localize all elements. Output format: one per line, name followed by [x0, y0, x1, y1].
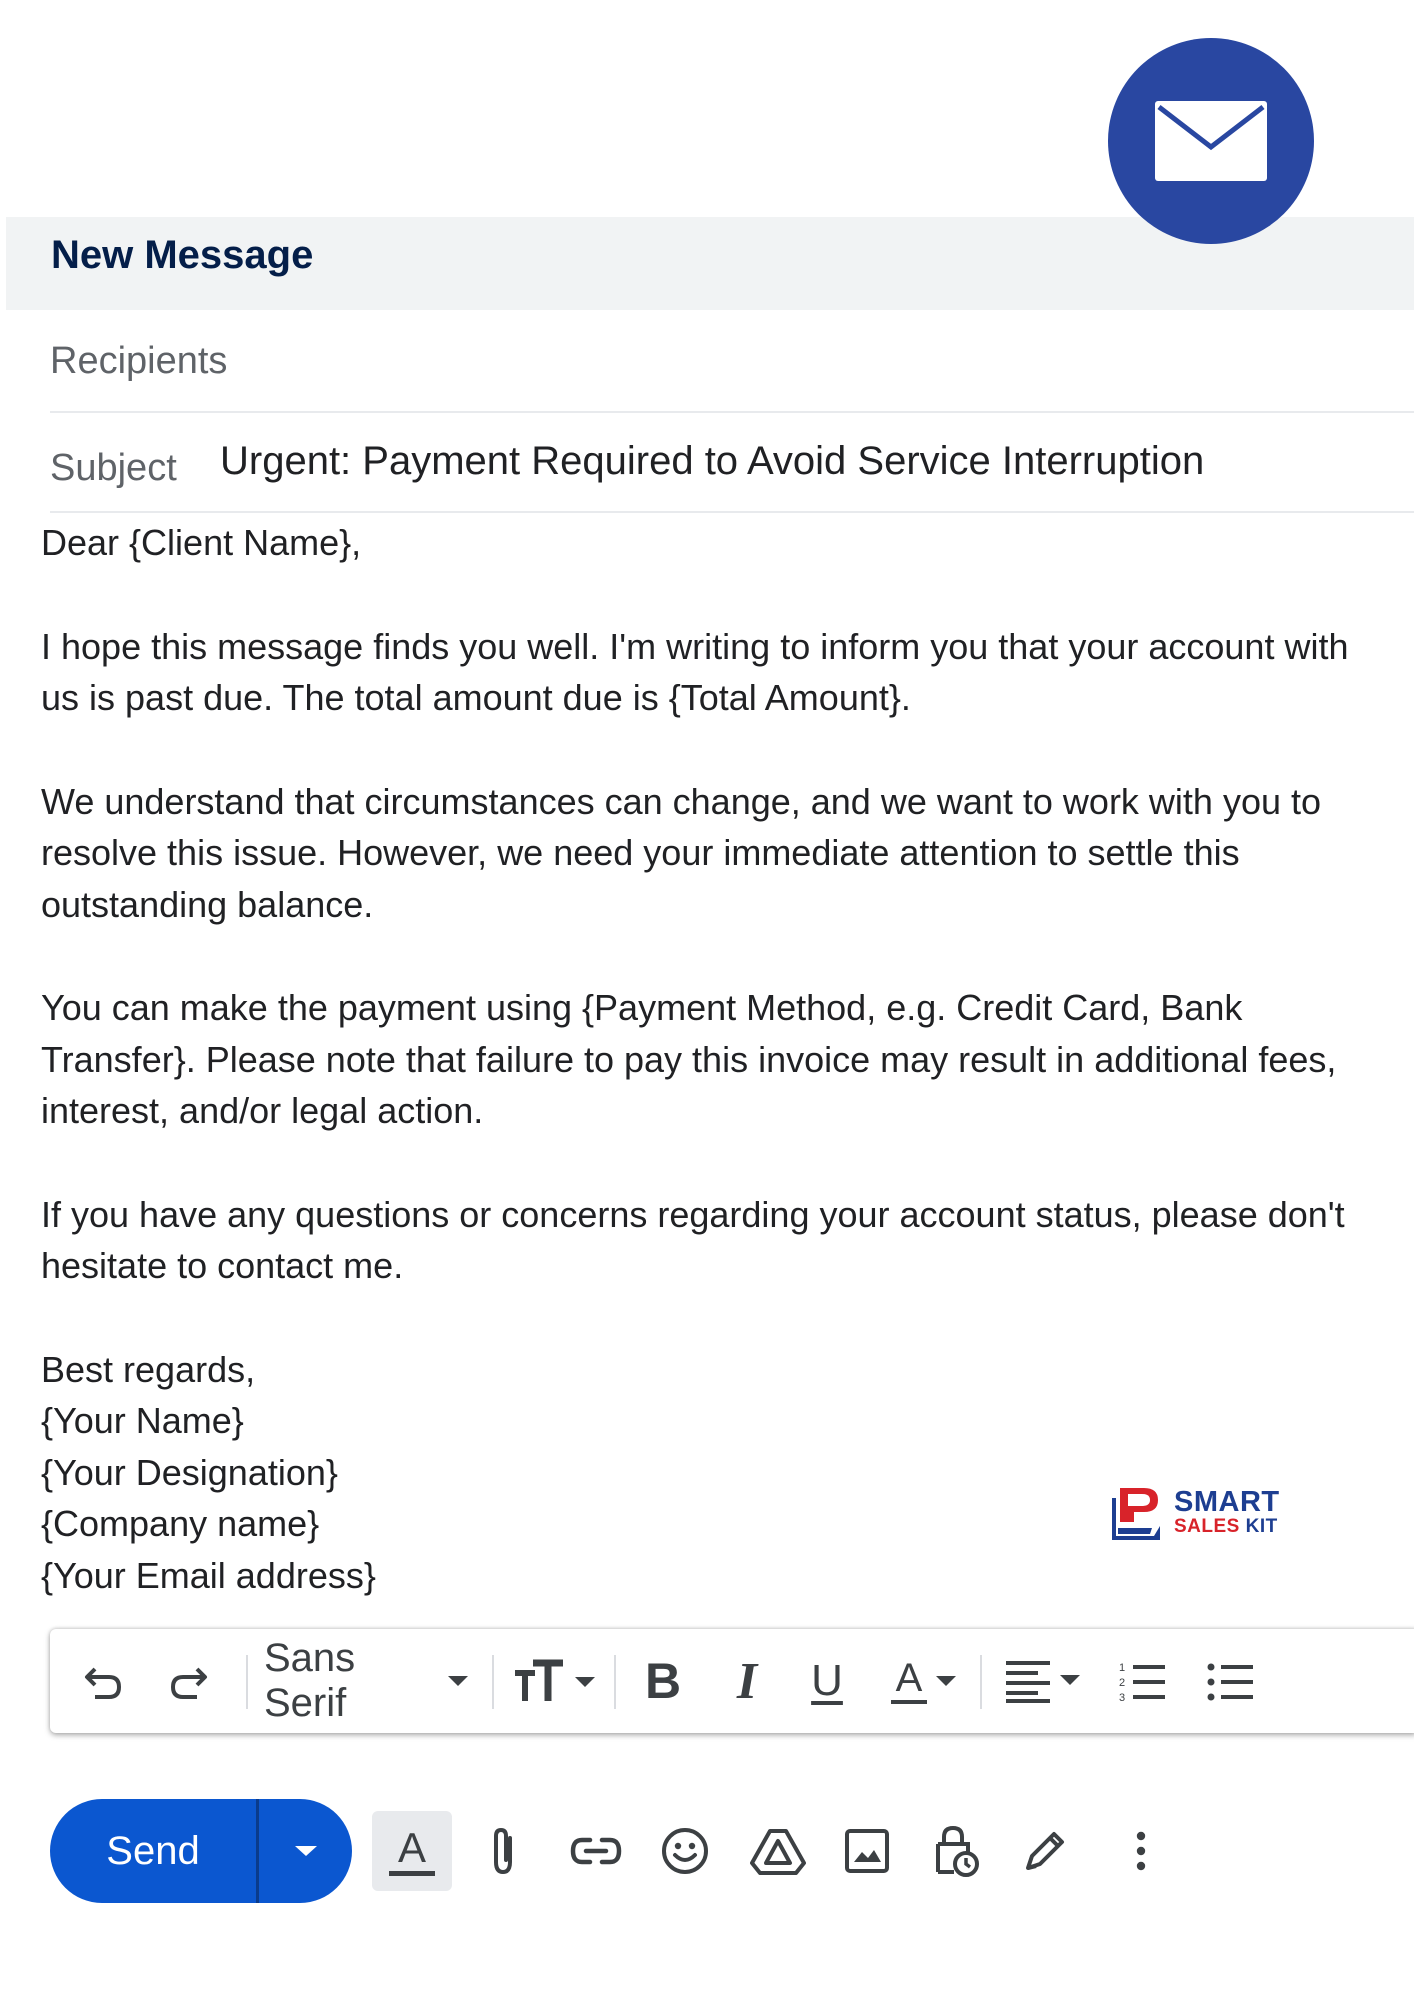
envelope-icon	[1155, 101, 1267, 181]
toolbar-divider	[980, 1655, 982, 1709]
signature-line: {Company name}	[41, 1503, 320, 1544]
send-button-group	[50, 1799, 352, 1903]
font-family-label: Sans Serif	[264, 1636, 356, 1725]
toolbar-divider	[246, 1655, 248, 1709]
bold-icon: B	[644, 1653, 682, 1709]
logo-text-sales: SALES	[1174, 1516, 1240, 1537]
insert-photo-button[interactable]	[832, 1811, 902, 1891]
confidential-icon	[934, 1824, 980, 1878]
mail-badge-icon	[1108, 38, 1314, 244]
send-button[interactable]: Send	[106, 1828, 200, 1873]
attach-button[interactable]	[468, 1811, 538, 1891]
message-body[interactable]	[41, 517, 1391, 1601]
send-options-icon	[293, 1844, 319, 1858]
bulleted-list-button[interactable]	[1196, 1629, 1266, 1733]
logo-text-smart: SMART	[1174, 1486, 1280, 1518]
link-icon	[570, 1836, 622, 1866]
attach-icon	[488, 1826, 518, 1876]
bulleted-list-icon	[1207, 1659, 1255, 1703]
signature-block	[41, 1344, 1391, 1602]
subject-field[interactable]	[50, 413, 1414, 513]
underline-button[interactable]	[794, 1629, 860, 1733]
signature-line: Best regards,	[41, 1348, 256, 1390]
italic-icon: I	[736, 1652, 758, 1710]
logo-text-kit: KIT	[1245, 1516, 1278, 1537]
body-paragraph-1: I hope this message finds you well. I'm writing to inform you that your account with us is past due. The total amount due is {Total Amount}.	[41, 625, 1349, 718]
insert-link-button[interactable]	[558, 1811, 634, 1891]
drive-icon	[750, 1827, 806, 1875]
text-color-icon: A	[895, 1656, 923, 1700]
undo-button[interactable]	[68, 1629, 138, 1733]
logo-mark-icon	[1110, 1482, 1166, 1542]
font-family-selector[interactable]	[264, 1629, 434, 1733]
more-options-button[interactable]	[1116, 1811, 1166, 1891]
redo-button[interactable]	[154, 1629, 224, 1733]
font-dropdown-icon	[446, 1674, 470, 1688]
font-family-dropdown[interactable]	[434, 1629, 482, 1733]
bold-button[interactable]	[630, 1629, 696, 1733]
compose-title: New Message	[51, 233, 314, 277]
recipients-field[interactable]	[50, 310, 1414, 413]
formatting-toolbar	[50, 1629, 1414, 1733]
svg-text:3: 3	[1119, 1692, 1126, 1703]
signature-icon	[1022, 1828, 1068, 1874]
photo-icon	[844, 1828, 890, 1874]
text-size-button[interactable]	[508, 1629, 608, 1733]
text-size-icon	[513, 1657, 603, 1705]
numbered-list-button[interactable]	[1108, 1629, 1178, 1733]
more-options-icon	[1135, 1831, 1147, 1871]
insert-signature-button[interactable]	[1010, 1811, 1080, 1891]
formatting-options-icon: A	[397, 1823, 426, 1871]
confidential-mode-button[interactable]	[922, 1811, 992, 1891]
chevron-down-icon	[935, 1675, 957, 1687]
body-paragraph-2: We understand that circumstances can change, and we want to work with you to resolve this issue. However, we need your immediate attention to settle this outstanding balance.	[41, 780, 1322, 925]
redo-icon	[167, 1659, 211, 1703]
text-color-button[interactable]	[876, 1629, 972, 1733]
svg-text:1: 1	[1119, 1662, 1126, 1674]
svg-text:2: 2	[1119, 1677, 1126, 1689]
undo-icon	[81, 1659, 125, 1703]
subject-label: Subject	[50, 447, 177, 489]
emoji-button[interactable]	[650, 1811, 720, 1891]
signature-line: {Your Name}	[41, 1400, 244, 1441]
numbered-list-icon	[1119, 1659, 1167, 1703]
toolbar-divider	[492, 1655, 494, 1709]
formatting-options-button[interactable]	[372, 1811, 452, 1891]
subject-input[interactable]: Urgent: Payment Required to Avoid Service Interruption	[220, 439, 1205, 483]
italic-button[interactable]	[714, 1629, 780, 1733]
body-paragraph-3: You can make the payment using {Payment Method, e.g. Credit Card, Bank Transfer}. Please note that failure to pay this invoice may result in additional fees, interest, and/or legal action.	[41, 987, 1337, 1131]
recipients-placeholder: Recipients	[50, 340, 228, 382]
align-button[interactable]	[996, 1629, 1092, 1733]
compose-window	[6, 217, 1414, 1915]
signature-line: {Your Email address}	[41, 1554, 376, 1596]
body-paragraph-4: If you have any questions or concerns regarding your account status, please don't hesitate to contact me.	[41, 1193, 1345, 1286]
smart-sales-kit-logo	[1110, 1477, 1290, 1547]
underline-icon: U	[811, 1656, 843, 1705]
send-options-button[interactable]	[259, 1799, 352, 1903]
toolbar-divider	[614, 1655, 616, 1709]
greeting: Dear {Client Name},	[41, 522, 362, 563]
emoji-icon	[660, 1826, 710, 1876]
insert-drive-button[interactable]	[740, 1811, 816, 1891]
signature-line: {Your Designation}	[41, 1451, 338, 1493]
align-icon	[1004, 1659, 1084, 1703]
